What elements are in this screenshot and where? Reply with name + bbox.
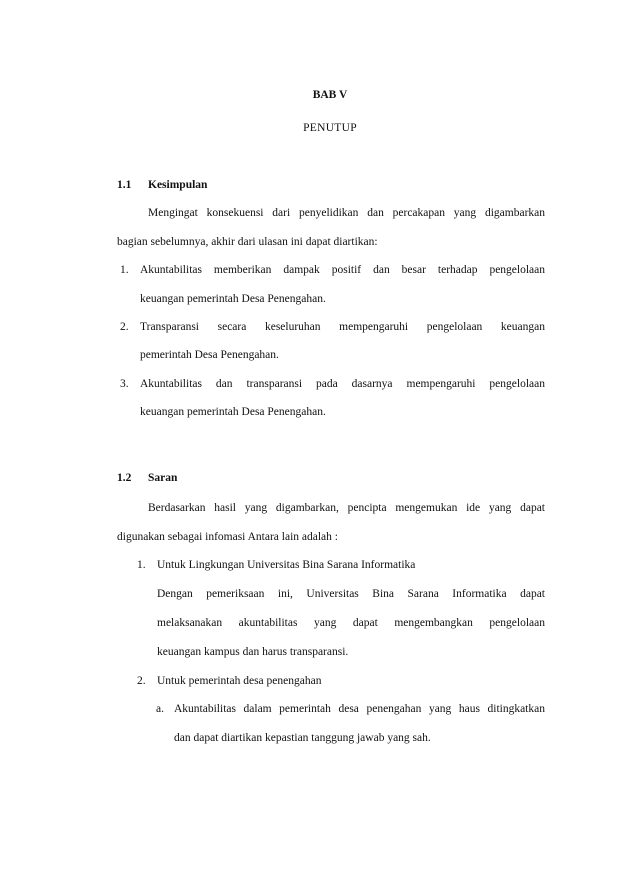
list-item-line: melaksanakan akuntabilitas yang dapat mengembangkan pengelolaan [157, 617, 545, 629]
list-number: 3. [120, 378, 129, 390]
paragraph-line: Berdasarkan hasil yang digambarkan, pencipta mengemukan ide yang dapat [148, 502, 545, 514]
list-item-line: Akuntabilitas memberikan dampak positif dan besar terhadap pengelolaan [140, 264, 545, 276]
list-item-line: Dengan pemeriksaan ini, Universitas Bina Sarana Informatika dapat [157, 588, 545, 600]
list-item-line: Transparansi secara keseluruhan mempengaruhi pengelolaan keuangan [140, 321, 545, 333]
sublist-item-line: dan dapat diartikan kepastian tanggung jawab yang sah. [174, 732, 431, 744]
sublist-letter: a. [156, 703, 164, 715]
section-heading: Kesimpulan [148, 179, 208, 191]
sublist-item-line: Akuntabilitas dalam pemerintah desa penengahan yang haus ditingkatkan [174, 703, 545, 715]
section-number: 1.1 [117, 179, 132, 191]
list-item-title: Untuk Lingkungan Universitas Bina Sarana Informatika [157, 559, 416, 571]
list-item-line: keuangan kampus dan harus transparansi. [157, 646, 349, 658]
list-item-line: pemerintah Desa Penengahan. [140, 349, 279, 361]
list-number: 2. [137, 675, 146, 687]
list-number: 1. [137, 559, 146, 571]
list-item-line: keuangan pemerintah Desa Penengahan. [140, 293, 326, 305]
section-number: 1.2 [117, 472, 132, 484]
paragraph-line: Mengingat konsekuensi dari penyelidikan dan percakapan yang digambarkan [148, 207, 545, 219]
list-number: 1. [120, 264, 129, 276]
list-number: 2. [120, 321, 129, 333]
list-item-line: keuangan pemerintah Desa Penengahan. [140, 406, 326, 418]
list-item-line: Akuntabilitas dan transparansi pada dasarnya mempengaruhi pengelolaan [140, 378, 545, 390]
paragraph-line: bagian sebelumnya, akhir dari ulasan ini dapat diartikan: [117, 236, 378, 248]
paragraph-line: digunakan sebagai infomasi Antara lain adalah : [117, 531, 338, 543]
chapter-title: BAB V [312, 89, 348, 101]
section-heading: Saran [148, 472, 178, 484]
list-item-title: Untuk pemerintah desa penengahan [157, 675, 322, 687]
chapter-subtitle: PENUTUP [303, 122, 357, 134]
